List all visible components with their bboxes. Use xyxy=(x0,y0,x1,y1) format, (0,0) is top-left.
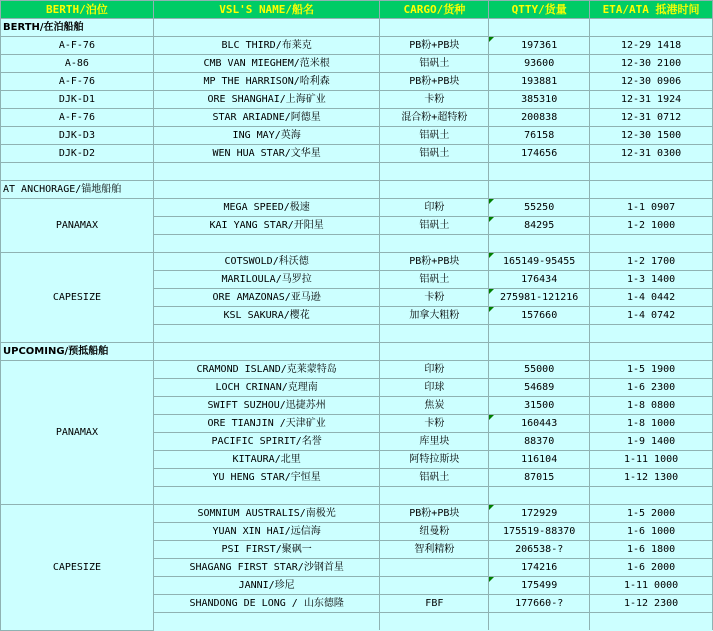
qtty-cell[interactable]: 87015 xyxy=(489,469,590,487)
cargo-cell[interactable]: FBF xyxy=(380,595,489,613)
berth-cell[interactable]: A-F-76 xyxy=(1,109,154,127)
table-cell[interactable] xyxy=(590,163,713,181)
cargo-cell[interactable]: 卡粉 xyxy=(380,415,489,433)
qtty-cell[interactable]: 54689 xyxy=(489,379,590,397)
qtty-cell[interactable]: 157660 xyxy=(489,307,590,325)
cargo-cell[interactable] xyxy=(380,559,489,577)
eta-cell[interactable]: 1-4 0742 xyxy=(590,307,713,325)
header-eta[interactable]: ETA/ATA 抵港时间 xyxy=(590,1,713,19)
vessel-cell[interactable]: JANNI/珍尼 xyxy=(153,577,380,595)
table-cell[interactable] xyxy=(153,325,380,343)
cargo-cell[interactable]: 库里块 xyxy=(380,433,489,451)
table-cell[interactable] xyxy=(489,163,590,181)
berth-cell[interactable]: DJK-D3 xyxy=(1,127,154,145)
eta-cell[interactable]: 1-12 2300 xyxy=(590,595,713,613)
berth-cell[interactable]: A-86 xyxy=(1,55,154,73)
table-row xyxy=(1,505,713,523)
table-cell[interactable] xyxy=(153,487,380,505)
vessel-cell[interactable]: ING MAY/英海 xyxy=(153,127,380,145)
table-cell[interactable] xyxy=(590,235,713,253)
cargo-cell[interactable]: 铝矾土 xyxy=(380,217,489,235)
cargo-cell[interactable]: 铝矾土 xyxy=(380,469,489,487)
eta-cell[interactable]: 1-6 2000 xyxy=(590,559,713,577)
qtty-cell[interactable]: 176434 xyxy=(489,271,590,289)
vessel-cell[interactable]: PSI FIRST/聚砜一 xyxy=(153,541,380,559)
qtty-cell[interactable]: 88370 xyxy=(489,433,590,451)
eta-cell[interactable]: 1-8 1000 xyxy=(590,415,713,433)
table-cell[interactable] xyxy=(590,487,713,505)
qtty-cell[interactable]: 206538-? xyxy=(489,541,590,559)
cargo-cell[interactable]: 焦炭 xyxy=(380,397,489,415)
table-cell[interactable] xyxy=(153,235,380,253)
table-cell[interactable] xyxy=(590,343,713,361)
cargo-cell[interactable]: 阿特拉斯块 xyxy=(380,451,489,469)
vessel-cell[interactable]: COTSWOLD/科沃德 xyxy=(153,253,380,271)
table-cell[interactable] xyxy=(153,613,380,631)
table-cell[interactable] xyxy=(380,163,489,181)
vessel-cell[interactable]: WEN HUA STAR/文华星 xyxy=(153,145,380,163)
qtty-cell[interactable]: 385310 xyxy=(489,91,590,109)
header-vessel[interactable]: VSL'S NAME/船名 xyxy=(153,1,380,19)
header-row xyxy=(1,1,713,19)
eta-cell[interactable]: 1-5 1900 xyxy=(590,361,713,379)
vessel-cell[interactable]: BLC THIRD/布莱克 xyxy=(153,37,380,55)
qtty-cell[interactable]: 177660-? xyxy=(489,595,590,613)
cargo-cell[interactable]: 加拿大粗粉 xyxy=(380,307,489,325)
cargo-cell[interactable]: 智利精粉 xyxy=(380,541,489,559)
group-label-panamax[interactable]: PANAMAX xyxy=(1,199,154,253)
table-cell[interactable] xyxy=(380,343,489,361)
eta-cell[interactable]: 12-30 2100 xyxy=(590,55,713,73)
eta-cell[interactable]: 12-29 1418 xyxy=(590,37,713,55)
table-row xyxy=(1,361,713,379)
vessel-cell[interactable]: CMB VAN MIEGHEM/范米根 xyxy=(153,55,380,73)
qtty-cell[interactable]: 175499 xyxy=(489,577,590,595)
table-cell[interactable] xyxy=(489,613,590,631)
cargo-cell[interactable]: 印粉 xyxy=(380,199,489,217)
eta-cell[interactable]: 1-6 2300 xyxy=(590,379,713,397)
table-row xyxy=(1,55,713,73)
table-cell[interactable] xyxy=(380,487,489,505)
cargo-cell[interactable]: 铝矾土 xyxy=(380,127,489,145)
table-cell[interactable] xyxy=(153,19,380,37)
table-cell[interactable] xyxy=(590,613,713,631)
eta-cell[interactable]: 1-2 1700 xyxy=(590,253,713,271)
cargo-cell[interactable]: PB粉+PB块 xyxy=(380,37,489,55)
cargo-cell[interactable]: PB粉+PB块 xyxy=(380,73,489,91)
eta-cell[interactable]: 12-31 0300 xyxy=(590,145,713,163)
eta-cell[interactable]: 12-30 0906 xyxy=(590,73,713,91)
qtty-cell[interactable]: 160443 xyxy=(489,415,590,433)
table-row xyxy=(1,109,713,127)
section-anchorage-label[interactable]: AT ANCHORAGE/锚地船舶 xyxy=(1,181,154,199)
cargo-cell[interactable]: 卡粉 xyxy=(380,91,489,109)
cargo-cell[interactable]: 印球 xyxy=(380,379,489,397)
vessel-cell[interactable]: SWIFT SUZHOU/迅捷苏州 xyxy=(153,397,380,415)
vessel-cell[interactable]: YU HENG STAR/宇恒星 xyxy=(153,469,380,487)
cargo-cell[interactable]: PB粉+PB块 xyxy=(380,253,489,271)
qtty-cell[interactable]: 175519-88370 xyxy=(489,523,590,541)
vessel-cell[interactable]: SOMNIUM AUSTRALIS/南极光 xyxy=(153,505,380,523)
eta-cell[interactable]: 1-1 0907 xyxy=(590,199,713,217)
vessel-cell[interactable]: KSL SAKURA/樱花 xyxy=(153,307,380,325)
qtty-cell[interactable]: 172929 xyxy=(489,505,590,523)
berth-cell[interactable]: A-F-76 xyxy=(1,73,154,91)
table-cell[interactable] xyxy=(590,181,713,199)
eta-cell[interactable]: 1-9 1400 xyxy=(590,433,713,451)
section-row-berth xyxy=(1,19,713,37)
vessel-cell[interactable]: MEGA SPEED/极速 xyxy=(153,199,380,217)
vessel-cell[interactable]: ORE SHANGHAI/上海矿业 xyxy=(153,91,380,109)
group-label-capesize[interactable]: CAPESIZE xyxy=(1,505,154,631)
table-row xyxy=(1,73,713,91)
cargo-cell[interactable]: 铝矾土 xyxy=(380,55,489,73)
eta-cell[interactable]: 12-31 0712 xyxy=(590,109,713,127)
section-berth-label[interactable]: BERTH/在泊船舶 xyxy=(1,19,154,37)
berth-cell[interactable]: A-F-76 xyxy=(1,37,154,55)
eta-cell[interactable]: 1-11 1000 xyxy=(590,451,713,469)
cargo-cell[interactable]: PB粉+PB块 xyxy=(380,505,489,523)
table-row xyxy=(1,37,713,55)
vessel-cell[interactable]: SHAGANG FIRST STAR/沙钢首星 xyxy=(153,559,380,577)
empty-row xyxy=(1,163,713,181)
eta-cell[interactable]: 1-5 2000 xyxy=(590,505,713,523)
table-row xyxy=(1,91,713,109)
group-label-capesize[interactable]: CAPESIZE xyxy=(1,253,154,343)
qtty-cell[interactable]: 165149-95455 xyxy=(489,253,590,271)
cargo-cell[interactable]: 纽曼粉 xyxy=(380,523,489,541)
table-cell[interactable] xyxy=(590,325,713,343)
table-cell[interactable] xyxy=(489,487,590,505)
qtty-cell[interactable]: 116104 xyxy=(489,451,590,469)
table-cell[interactable] xyxy=(489,19,590,37)
eta-cell[interactable]: 12-31 1924 xyxy=(590,91,713,109)
eta-cell[interactable]: 1-4 0442 xyxy=(590,289,713,307)
qtty-cell[interactable]: 55000 xyxy=(489,361,590,379)
vessel-cell[interactable]: YUAN XIN HAI/远信海 xyxy=(153,523,380,541)
table-row xyxy=(1,127,713,145)
group-label-panamax[interactable]: PANAMAX xyxy=(1,361,154,505)
vessel-cell[interactable]: ORE AMAZONAS/亚马逊 xyxy=(153,289,380,307)
vessel-cell[interactable]: ORE TIANJIN /天津矿业 xyxy=(153,415,380,433)
vessel-cell[interactable]: STAR ARIADNE/阿德星 xyxy=(153,109,380,127)
qtty-cell[interactable]: 197361 xyxy=(489,37,590,55)
eta-cell[interactable]: 1-2 1000 xyxy=(590,217,713,235)
eta-cell[interactable]: 1-8 0800 xyxy=(590,397,713,415)
qtty-cell[interactable]: 31500 xyxy=(489,397,590,415)
table-cell[interactable] xyxy=(489,325,590,343)
vessel-cell[interactable]: SHANDONG DE LONG / 山东德隆 xyxy=(153,595,380,613)
table-cell[interactable] xyxy=(380,19,489,37)
header-cargo[interactable]: CARGO/货种 xyxy=(380,1,489,19)
cargo-cell[interactable] xyxy=(380,577,489,595)
vessel-cell[interactable]: PACIFIC SPIRIT/名誉 xyxy=(153,433,380,451)
qtty-cell[interactable]: 174216 xyxy=(489,559,590,577)
qtty-cell[interactable]: 55250 xyxy=(489,199,590,217)
eta-cell[interactable]: 1-12 1300 xyxy=(590,469,713,487)
qtty-cell[interactable]: 93600 xyxy=(489,55,590,73)
table-cell[interactable] xyxy=(380,235,489,253)
berth-cell[interactable]: DJK-D2 xyxy=(1,145,154,163)
cargo-cell[interactable]: 混合粉+超特粉 xyxy=(380,109,489,127)
table-cell[interactable] xyxy=(153,163,380,181)
vessel-cell[interactable]: CRAMOND ISLAND/克莱蒙特岛 xyxy=(153,361,380,379)
cargo-cell[interactable]: 印粉 xyxy=(380,361,489,379)
berth-cell[interactable]: DJK-D1 xyxy=(1,91,154,109)
qtty-cell[interactable]: 76158 xyxy=(489,127,590,145)
eta-cell[interactable]: 1-11 0000 xyxy=(590,577,713,595)
vessel-cell[interactable]: LOCH CRINAN/克理南 xyxy=(153,379,380,397)
table-cell[interactable] xyxy=(380,325,489,343)
cargo-cell[interactable]: 铝矾土 xyxy=(380,145,489,163)
qtty-cell[interactable]: 200838 xyxy=(489,109,590,127)
table-cell[interactable] xyxy=(380,181,489,199)
vessel-cell[interactable]: KITAURA/北里 xyxy=(153,451,380,469)
header-qtty[interactable]: QTTY/货量 xyxy=(489,1,590,19)
table-cell[interactable] xyxy=(590,19,713,37)
vessel-cell[interactable]: MP THE HARRISON/哈利森 xyxy=(153,73,380,91)
section-row-upcoming xyxy=(1,343,713,361)
table-cell[interactable] xyxy=(153,181,380,199)
vessel-cell[interactable]: MARILOULA/马罗拉 xyxy=(153,271,380,289)
section-row-anchorage xyxy=(1,181,713,199)
table-cell[interactable] xyxy=(489,235,590,253)
eta-cell[interactable]: 1-3 1400 xyxy=(590,271,713,289)
table-cell[interactable] xyxy=(489,343,590,361)
table-cell[interactable] xyxy=(1,163,154,181)
qtty-cell[interactable]: 193881 xyxy=(489,73,590,91)
qtty-cell[interactable]: 84295 xyxy=(489,217,590,235)
table-cell[interactable] xyxy=(380,613,489,631)
qtty-cell[interactable]: 275981-121216 xyxy=(489,289,590,307)
section-upcoming-label[interactable]: UPCOMING/预抵船舶 xyxy=(1,343,154,361)
table-cell[interactable] xyxy=(489,181,590,199)
eta-cell[interactable]: 1-6 1800 xyxy=(590,541,713,559)
table-cell[interactable] xyxy=(153,343,380,361)
cargo-cell[interactable]: 铝矾土 xyxy=(380,271,489,289)
cargo-cell[interactable]: 卡粉 xyxy=(380,289,489,307)
table-row xyxy=(1,145,713,163)
table-row xyxy=(1,199,713,217)
eta-cell[interactable]: 1-6 1000 xyxy=(590,523,713,541)
qtty-cell[interactable]: 174656 xyxy=(489,145,590,163)
header-berth[interactable]: BERTH/泊位 xyxy=(1,1,154,19)
eta-cell[interactable]: 12-30 1500 xyxy=(590,127,713,145)
vessel-cell[interactable]: KAI YANG STAR/开阳星 xyxy=(153,217,380,235)
table-row xyxy=(1,253,713,271)
